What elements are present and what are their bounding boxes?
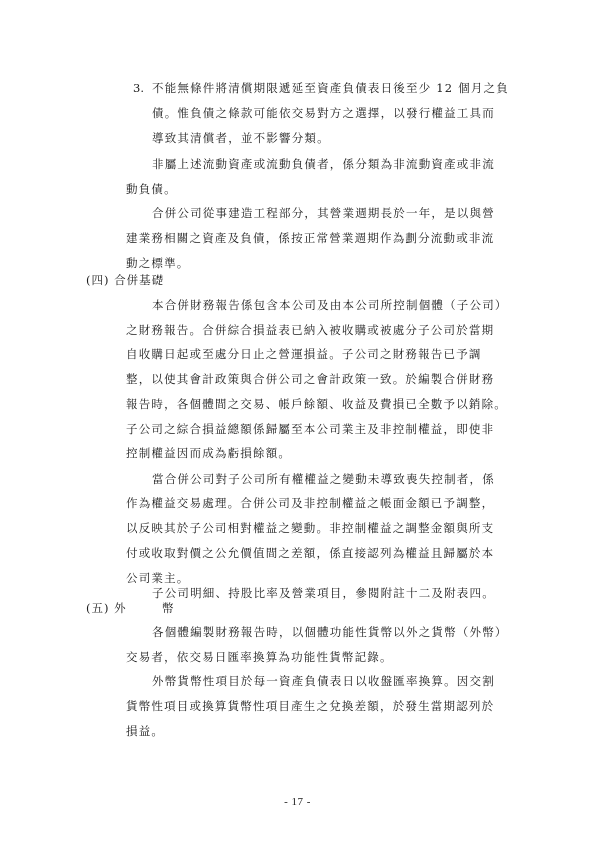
section-4-heading: (四) 合併基礎	[86, 273, 165, 287]
s4p1-line-3: 自收購日起或至處分日止之營運損益。子公司之財務報告已予調	[126, 347, 482, 361]
s4p1-line-4: 整，以使其會計政策與合併公司之會計政策一致。於編製合併財務	[126, 372, 495, 386]
s4p2-line-4: 付或收取對價之公允價值間之差額，係直接認列為權益且歸屬於本	[126, 546, 495, 560]
s4p1-line-5: 報告時，各個體間之交易、帳戶餘額、收益及費損已全數予以銷除。	[126, 397, 507, 411]
s4p1-line-6: 子公司之綜合損益總額係歸屬至本公司業主及非控制權益，即使非	[126, 422, 495, 436]
s5p2-line-3: 損益。	[126, 724, 165, 738]
s4p1-line-2: 之財務報告。合併綜合損益表已納入被收購或被處分子公司於當期	[126, 323, 495, 337]
construction-line-3: 動之標準。	[126, 256, 190, 270]
section-5-heading-rest: 幣	[162, 601, 174, 615]
s4p2-line-5: 公司業主。	[126, 571, 190, 585]
noncurrent-line-2: 動負債。	[126, 182, 177, 196]
s5p1-line-1: 各個體編製財務報告時，以個體功能性貨幣以外之貨幣（外幣）	[152, 625, 508, 639]
page-number: - 17 -	[284, 796, 311, 808]
item-number: 3.	[133, 81, 144, 95]
s4p1-line-1: 本合併財務報告係包含本公司及由本公司所控制個體（子公司）	[152, 298, 508, 312]
s5p1-line-2: 交易者，依交易日匯率換算為功能性貨幣記錄。	[126, 650, 393, 664]
item3-line-2: 債。惟負債之條款可能依交易對方之選擇，以發行權益工具而	[152, 106, 495, 120]
s4p1-line-7: 控制權益因而成為虧損餘額。	[126, 446, 292, 460]
s4p2-line-1: 當合併公司對子公司所有權權益之變動未導致喪失控制者，係	[152, 472, 495, 486]
s4p3-line-1: 子公司明細、持股比率及營業項目，參閱附註十二及附表四。	[152, 586, 495, 600]
section-5-heading-num: (五) 外	[86, 601, 127, 615]
construction-line-2: 建業務相關之資產及負債，係按正常營業週期作為劃分流動或非流	[126, 231, 495, 245]
s4p2-line-2: 作為權益交易處理。合併公司及非控制權益之帳面金額已予調整，	[126, 496, 495, 510]
s5p2-line-2: 貨幣性項目或換算貨幣性項目產生之兌換差額，於發生當期認列於	[126, 699, 495, 713]
s5p2-line-1: 外幣貨幣性項目於每一資產負債表日以收盤匯率換算。因交割	[152, 674, 495, 688]
noncurrent-line-1: 非屬上述流動資產或流動負債者，係分類為非流動資產或非流	[152, 157, 495, 171]
s4p2-line-3: 以反映其於子公司相對權益之變動。非控制權益之調整金額與所支	[126, 521, 495, 535]
item3-line-3: 導致其清償者，並不影響分類。	[152, 131, 330, 145]
construction-line-1: 合併公司從事建造工程部分，其營業週期長於一年，是以與營	[152, 206, 495, 220]
item3-line-1: 不能無條件將清償期限遞延至資產負債表日後至少 12 個月之負	[152, 81, 509, 95]
